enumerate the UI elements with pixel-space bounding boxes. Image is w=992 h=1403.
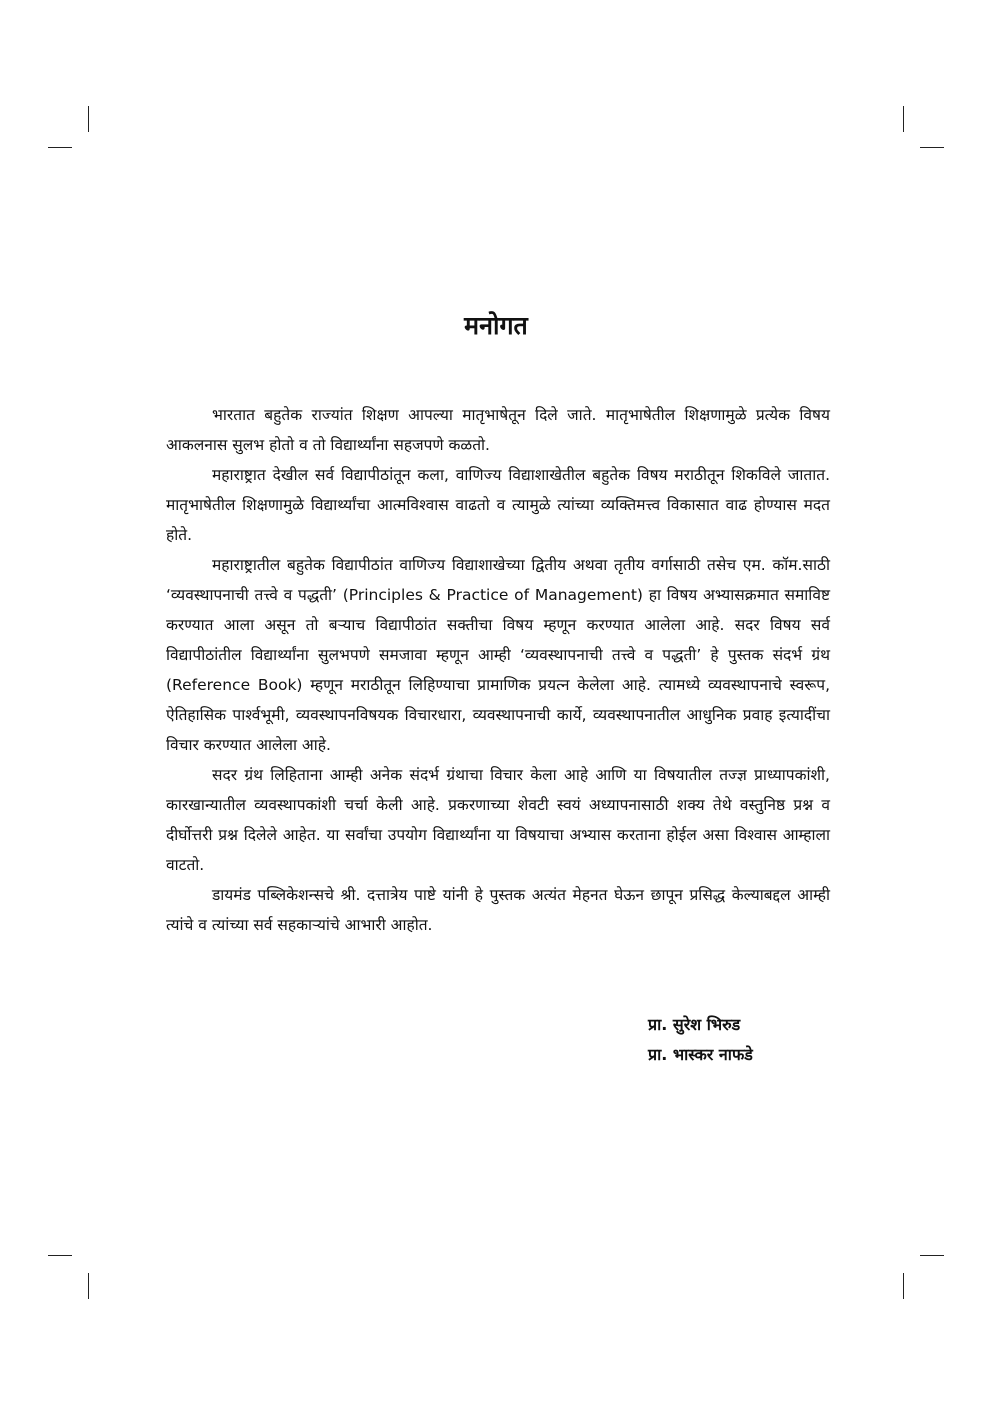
- paragraph: महाराष्ट्रात देखील सर्व विद्यापीठांतून कला, वाणिज्य विद्याशाखेतील बहुतेक विषय मराठीतून शिकविले जातात. मातृभाषेतील शिक्षणामुळे विद्यार्थ्यांचा आत्मविश्वास वाढतो व त्यामुळे त्यांच्या व्यक्तिमत्त्व विकासात वाढ होण्यास मदत होते.: [166, 466, 830, 544]
- paragraph: महाराष्ट्रातील बहुतेक विद्यापीठांत वाणिज्य विद्याशाखेच्या द्वितीय अथवा तृतीय वर्गासाठी तसेच एम. कॉम.साठी ‘व्यवस्थापनाची तत्त्वे व पद्धती’ (Principles & Practice of Management) हा विषय अभ्यासक्रमात समाविष्ट करण्यात आला असून तो बऱ्याच विद्यापीठांत सक्तीचा विषय म्हणून करण्यात आलेला आहे. सदर विषय सर्व विद्यापीठांतील विद्यार्थ्यांना सुलभपणे समजावा म्हणून आम्ही ‘व्यवस्थापनाची तत्त्वे व पद्धती’ हे पुस्तक संदर्भ ग्रंथ (Reference Book) म्हणून मराठीतून लिहिण्याचा प्रामाणिक प्रयत्न केलेला आहे. त्यामध्ये व्यवस्थापनाचे स्वरूप, ऐतिहासिक पार्श्वभूमी, व्यवस्थापनविषयक विचारधारा, व्यवस्थापनाची कार्ये, व्यवस्थापनातील आधुनिक प्रवाह इत्यादींचा विचार करण्यात आलेला आहे.: [166, 556, 830, 754]
- crop-mark-top-right-horizontal: [920, 147, 944, 148]
- signature-block: [648, 1010, 753, 1070]
- signatory-name: प्रा. भास्कर नाफडे: [648, 1045, 753, 1064]
- signatory-name: प्रा. सुरेश भिरुड: [648, 1015, 741, 1034]
- crop-mark-bottom-left-horizontal: [48, 1255, 72, 1256]
- crop-mark-top-left-vertical: [88, 106, 89, 132]
- preface-body: [166, 400, 830, 940]
- crop-mark-top-left-horizontal: [48, 147, 72, 148]
- paragraph: भारतात बहुतेक राज्यांत शिक्षण आपल्या मातृभाषेतून दिले जाते. मातृभाषेतील शिक्षणामुळे प्रत्येक विषय आकलनास सुलभ होतो व तो विद्यार्थ्यांना सहजपणे कळतो.: [166, 406, 830, 454]
- crop-mark-bottom-left-vertical: [88, 1273, 89, 1299]
- crop-mark-bottom-right-vertical: [903, 1273, 904, 1299]
- paragraph: सदर ग्रंथ लिहिताना आम्ही अनेक संदर्भ ग्रंथाचा विचार केला आहे आणि या विषयातील तज्ज्ञ प्राध्यापकांशी, कारखान्यातील व्यवस्थापकांशी चर्चा केली आहे. प्रकरणाच्या शेवटी स्वयं अध्यापनासाठी शक्य तेथे वस्तुनिष्ठ प्रश्न व दीर्घोत्तरी प्रश्न दिलेले आहेत. या सर्वांचा उपयोग विद्यार्थ्यांना या विषयाचा अभ्यास करताना होईल असा विश्वास आम्हाला वाटतो.: [166, 766, 830, 874]
- crop-mark-bottom-right-horizontal: [920, 1255, 944, 1256]
- paragraph: डायमंड पब्लिकेशन्सचे श्री. दत्तात्रेय पाष्टे यांनी हे पुस्तक अत्यंत मेहनत घेऊन छापून प्रसिद्ध केल्याबद्दल आम्ही त्यांचे व त्यांच्या सर्व सहकाऱ्यांचे आभारी आहोत.: [166, 886, 830, 934]
- page-title: मनोगत: [464, 311, 528, 340]
- crop-mark-top-right-vertical: [903, 106, 904, 132]
